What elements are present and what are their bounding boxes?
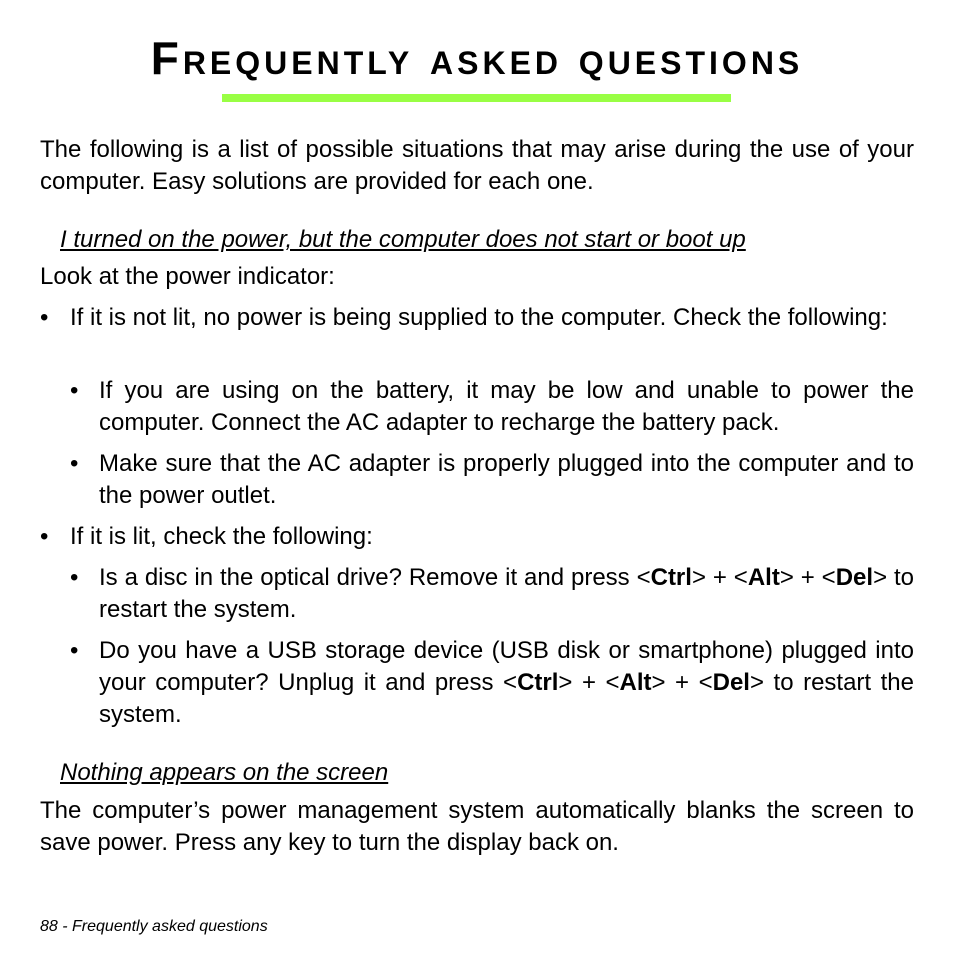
bullet-text: If it is not lit, no power is being supplied to the computer. Check the following:	[70, 304, 888, 331]
key-ctrl: Ctrl	[650, 564, 692, 591]
bullet-dot: •	[70, 377, 79, 404]
key-ctrl: Ctrl	[517, 669, 559, 696]
sub-bullet-optical-disc	[70, 562, 915, 626]
bullet-text: Do you have a USB storage device (USB disk or smartphone) plugged into your computer? Unplug it and press <Ctrl> + <Alt> + <Del> to restart the system.	[99, 637, 914, 728]
page-footer: 88 - Frequently asked questions	[40, 918, 268, 935]
power-indicator-lead: Look at the power indicator:	[40, 263, 335, 290]
sub-bullet-usb-device	[70, 635, 914, 731]
bullet-is-lit	[40, 521, 914, 553]
bullet-text: Is a disc in the optical drive? Remove it and press <Ctrl> + <Alt> + <Del> to restart the system.	[99, 564, 915, 623]
sub-bullet-adapter	[70, 448, 914, 512]
page-title: Frequently asked questions	[150, 32, 804, 84]
key-alt: Alt	[619, 669, 652, 696]
screen-paragraph: The computer’s power management system automatically blanks the screen to save power. Press any key to turn the display back on.	[40, 797, 914, 856]
key-del: Del	[835, 564, 874, 591]
bullet-not-lit	[40, 302, 914, 334]
bullet-dot: •	[40, 523, 49, 550]
key-alt: Alt	[747, 564, 780, 591]
sub-bullet-battery	[70, 375, 914, 439]
title-underline-bar	[222, 94, 731, 102]
bullet-dot: •	[70, 564, 79, 591]
bullet-text: Make sure that the AC adapter is properly plugged into the computer and to the power outlet.	[99, 450, 914, 509]
bullet-text: If you are using on the battery, it may be low and unable to power the computer. Connect the AC adapter to recharge the battery pack.	[99, 377, 914, 436]
key-del: Del	[712, 669, 750, 696]
section-heading-screen: Nothing appears on the screen	[60, 759, 389, 786]
bullet-dot: •	[70, 450, 79, 477]
bullet-text: If it is lit, check the following:	[70, 523, 373, 550]
section-heading-power: I turned on the power, but the computer does not start or boot up	[60, 226, 746, 253]
bullet-dot: •	[40, 304, 49, 331]
bullet-dot: •	[70, 637, 79, 664]
intro-paragraph: The following is a list of possible situations that may arise during the use of your computer. Easy solutions are provided for each one.	[40, 136, 914, 195]
